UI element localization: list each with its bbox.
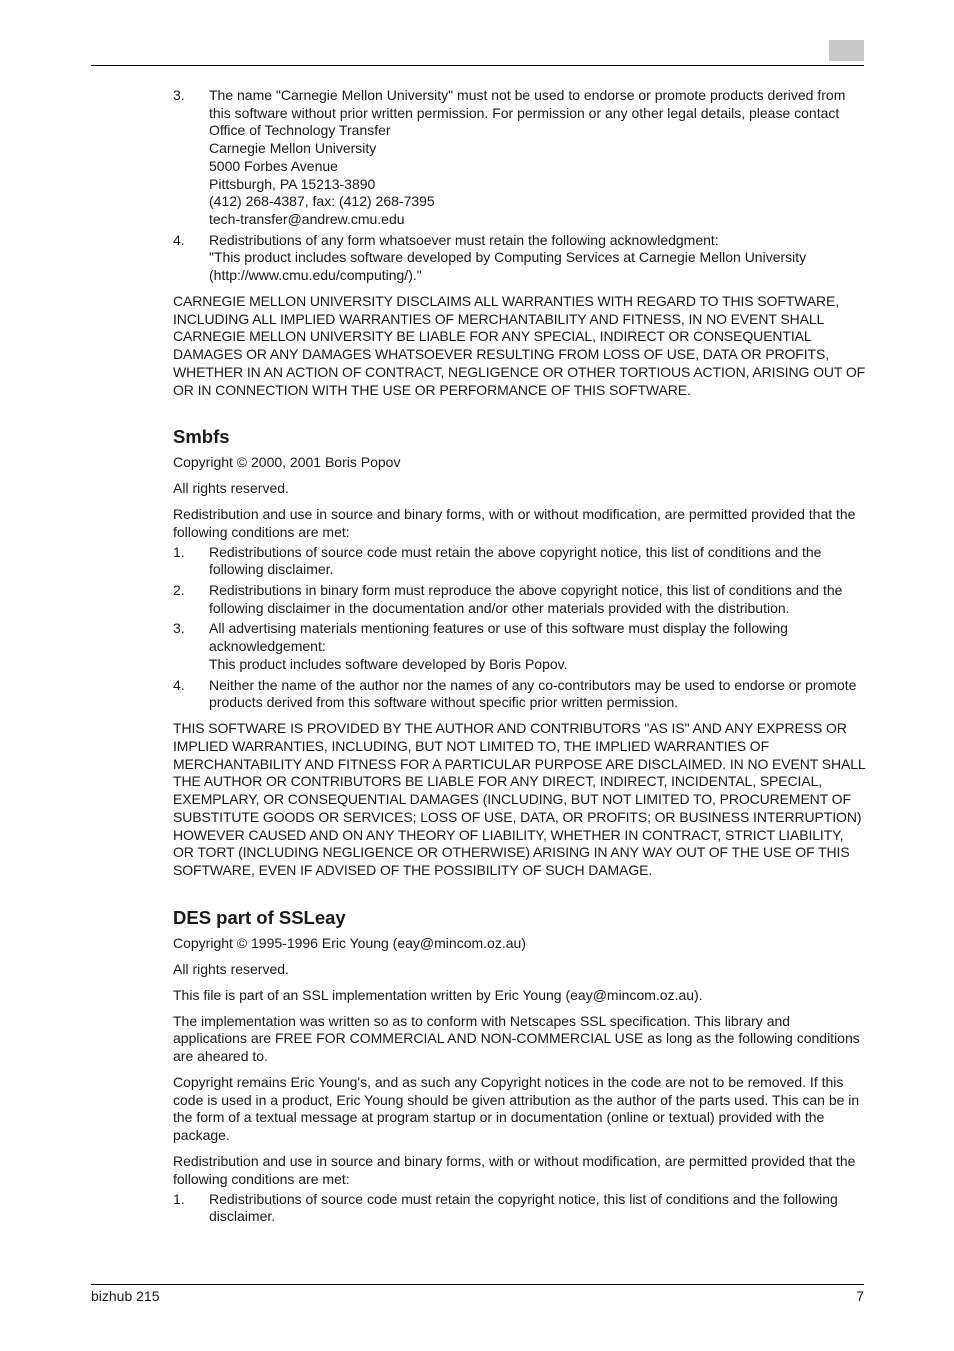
list-item — [173, 582, 867, 617]
contact-line: Pittsburgh, PA 15213-3890 — [209, 175, 376, 192]
contact-line: Carnegie Mellon University — [209, 140, 377, 157]
list-item — [173, 677, 867, 712]
smbfs-copyright: Copyright © 2000, 2001 Boris Popov — [173, 454, 401, 471]
des-paragraph: The implementation was written so as to conform with Netscapes SSL specification. This library and applications are FREE FOR COMMERCIAL AND NON-COMMERCIAL USE as long as the following conditions are aheared to. — [173, 1012, 860, 1065]
list-item-number: 1. — [173, 543, 185, 560]
cmu-disclaimer: CARNEGIE MELLON UNIVERSITY DISCLAIMS ALL WARRANTIES WITH REGARD TO THIS SOFTWARE, INCLUDING ALL IMPLIED WARRANTIES OF MERCHANTABILITY AND FITNESS, IN NO EVENT SHALL CARNEGIE MELLON UNIVERSITY BE LIABLE FOR ANY SPECIAL, INDIRECT OR CONSEQUENTIAL DAMAGES OR ANY DAMAGES WHATSOEVER RESULTING FROM LOSS OF USE, DATA OR PROFITS, WHETHER IN AN ACTION OF CONTRACT, NEGLIGENCE OR OTHER TORTIOUS ACTION, ARISING OUT OF OR IN CONNECTION WITH THE USE OR PERFORMANCE OF THIS SOFTWARE. — [173, 293, 866, 398]
list-item-number: 3. — [173, 620, 185, 637]
contact-line: tech-transfer@andrew.cmu.edu — [209, 210, 405, 227]
cmu-conditions-list — [173, 87, 867, 285]
smbfs-disclaimer: THIS SOFTWARE IS PROVIDED BY THE AUTHOR AND CONTRIBUTORS "AS IS" AND ANY EXPRESS OR IMPLIED WARRANTIES, INCLUDING, BUT NOT LIMITED TO, THE IMPLIED WARRANTIES OF MERCHANTABILITY AND FITNESS FOR A PARTICULAR PURPOSE ARE DISCLAIMED. IN NO EVENT SHALL THE AUTHOR OR CONTRIBUTORS BE LIABLE FOR ANY DIRECT, INDIRECT, INCIDENTAL, SPECIAL, EXEMPLARY, OR CONSEQUENTIAL DAMAGES (INCLUDING, BUT NOT LIMITED TO, PROCUREMENT OF SUBSTITUTE GOODS OR SERVICES; LOSS OF USE, DATA, OR PROFITS; OR BUSINESS INTERRUPTION) HOWEVER CAUSED AND ON ANY THEORY OF LIABILITY, WHETHER IN CONTRACT, STRICT LIABILITY, OR TORT (INCLUDING NEGLIGENCE OR OTHERWISE) ARISING IN ANY WAY OUT OF THE USE OF THIS SOFTWARE, EVEN IF ADVISED OF THE POSSIBILITY OF SUCH DAMAGE. — [173, 720, 866, 878]
list-item-text: Redistributions of source code must retain the above copyright notice, this list of conditions and the following disclaimer. — [209, 543, 822, 578]
list-item — [173, 544, 867, 579]
list-item-text: All advertising materials mentioning features or use of this software must display the following acknowledgement: — [209, 620, 788, 655]
list-item-text: Neither the name of the author nor the names of any co-contributors may be used to endorse or promote products derived from this software without specific prior written permission. — [209, 676, 857, 711]
list-item-number: 4. — [173, 676, 185, 693]
smbfs-conditions-list — [173, 544, 867, 712]
des-rights: All rights reserved. — [173, 960, 289, 977]
smbfs-rights: All rights reserved. — [173, 480, 289, 497]
list-item-text: The name "Carnegie Mellon University" must not be used to endorse or promote products derived from this software without prior written permission. For permission or any other legal details, please contact — [209, 87, 846, 121]
list-item-text: Redistributions of any form whatsoever must retain the following acknowledgment: — [209, 231, 719, 248]
contact-line: 5000 Forbes Avenue — [209, 157, 338, 174]
contact-line: (412) 268-4387, fax: (412) 268-7395 — [209, 193, 435, 210]
list-item-text: Redistributions in binary form must reproduce the above copyright notice, this list of conditions and the following disclaimer in the documentation and/or other materials provided with the distribution. — [209, 582, 843, 616]
smbfs-intro: Redistribution and use in source and binary forms, with or without modification, are permitted provided that the following conditions are met: — [173, 506, 856, 540]
list-item — [173, 87, 867, 229]
des-paragraph: Copyright remains Eric Young's, and as such any Copyright notices in the code are not to be removed. If this code is used in a product, Eric Young should be given attribution as the author of the parts used. This can be in the form of a textual message at program startup or in documentation (online or textual) provided with the package. — [173, 1074, 860, 1144]
des-conditions-list — [173, 1191, 867, 1226]
section-heading-des: DES part of SSLeay — [173, 906, 346, 928]
des-paragraph: This file is part of an SSL implementation written by Eric Young (eay@mincom.oz.au). — [173, 986, 703, 1003]
list-item-number: 2. — [173, 582, 185, 599]
list-item — [173, 1191, 867, 1226]
list-item — [173, 232, 867, 285]
des-intro: Redistribution and use in source and binary forms, with or without modification, are permitted provided that the following conditions are met: — [173, 1153, 856, 1187]
list-item-text: Redistributions of source code must retain the copyright notice, this list of conditions and the following disclaimer. — [209, 1190, 838, 1225]
list-item-number: 4. — [173, 231, 185, 248]
acknowledgment-text: "This product includes software developed by Computing Services at Carnegie Mellon University (http://www.cmu.edu/computing/)." — [209, 249, 807, 284]
page-content — [173, 87, 867, 1234]
acknowledgement-text: This product includes software developed by Boris Popov. — [209, 655, 568, 672]
section-heading-smbfs: Smbfs — [173, 426, 230, 448]
footer-page-number: 7 — [856, 1288, 864, 1304]
header-tab-marker — [829, 40, 864, 61]
list-item-number: 3. — [173, 87, 185, 103]
header-rule — [91, 65, 864, 66]
list-item — [173, 620, 867, 673]
contact-line: Office of Technology Transfer — [209, 122, 391, 139]
des-copyright: Copyright © 1995-1996 Eric Young (eay@mincom.oz.au) — [173, 934, 526, 951]
footer-rule — [91, 1284, 864, 1285]
footer-product-name: bizhub 215 — [91, 1288, 160, 1304]
list-item-number: 1. — [173, 1190, 185, 1207]
